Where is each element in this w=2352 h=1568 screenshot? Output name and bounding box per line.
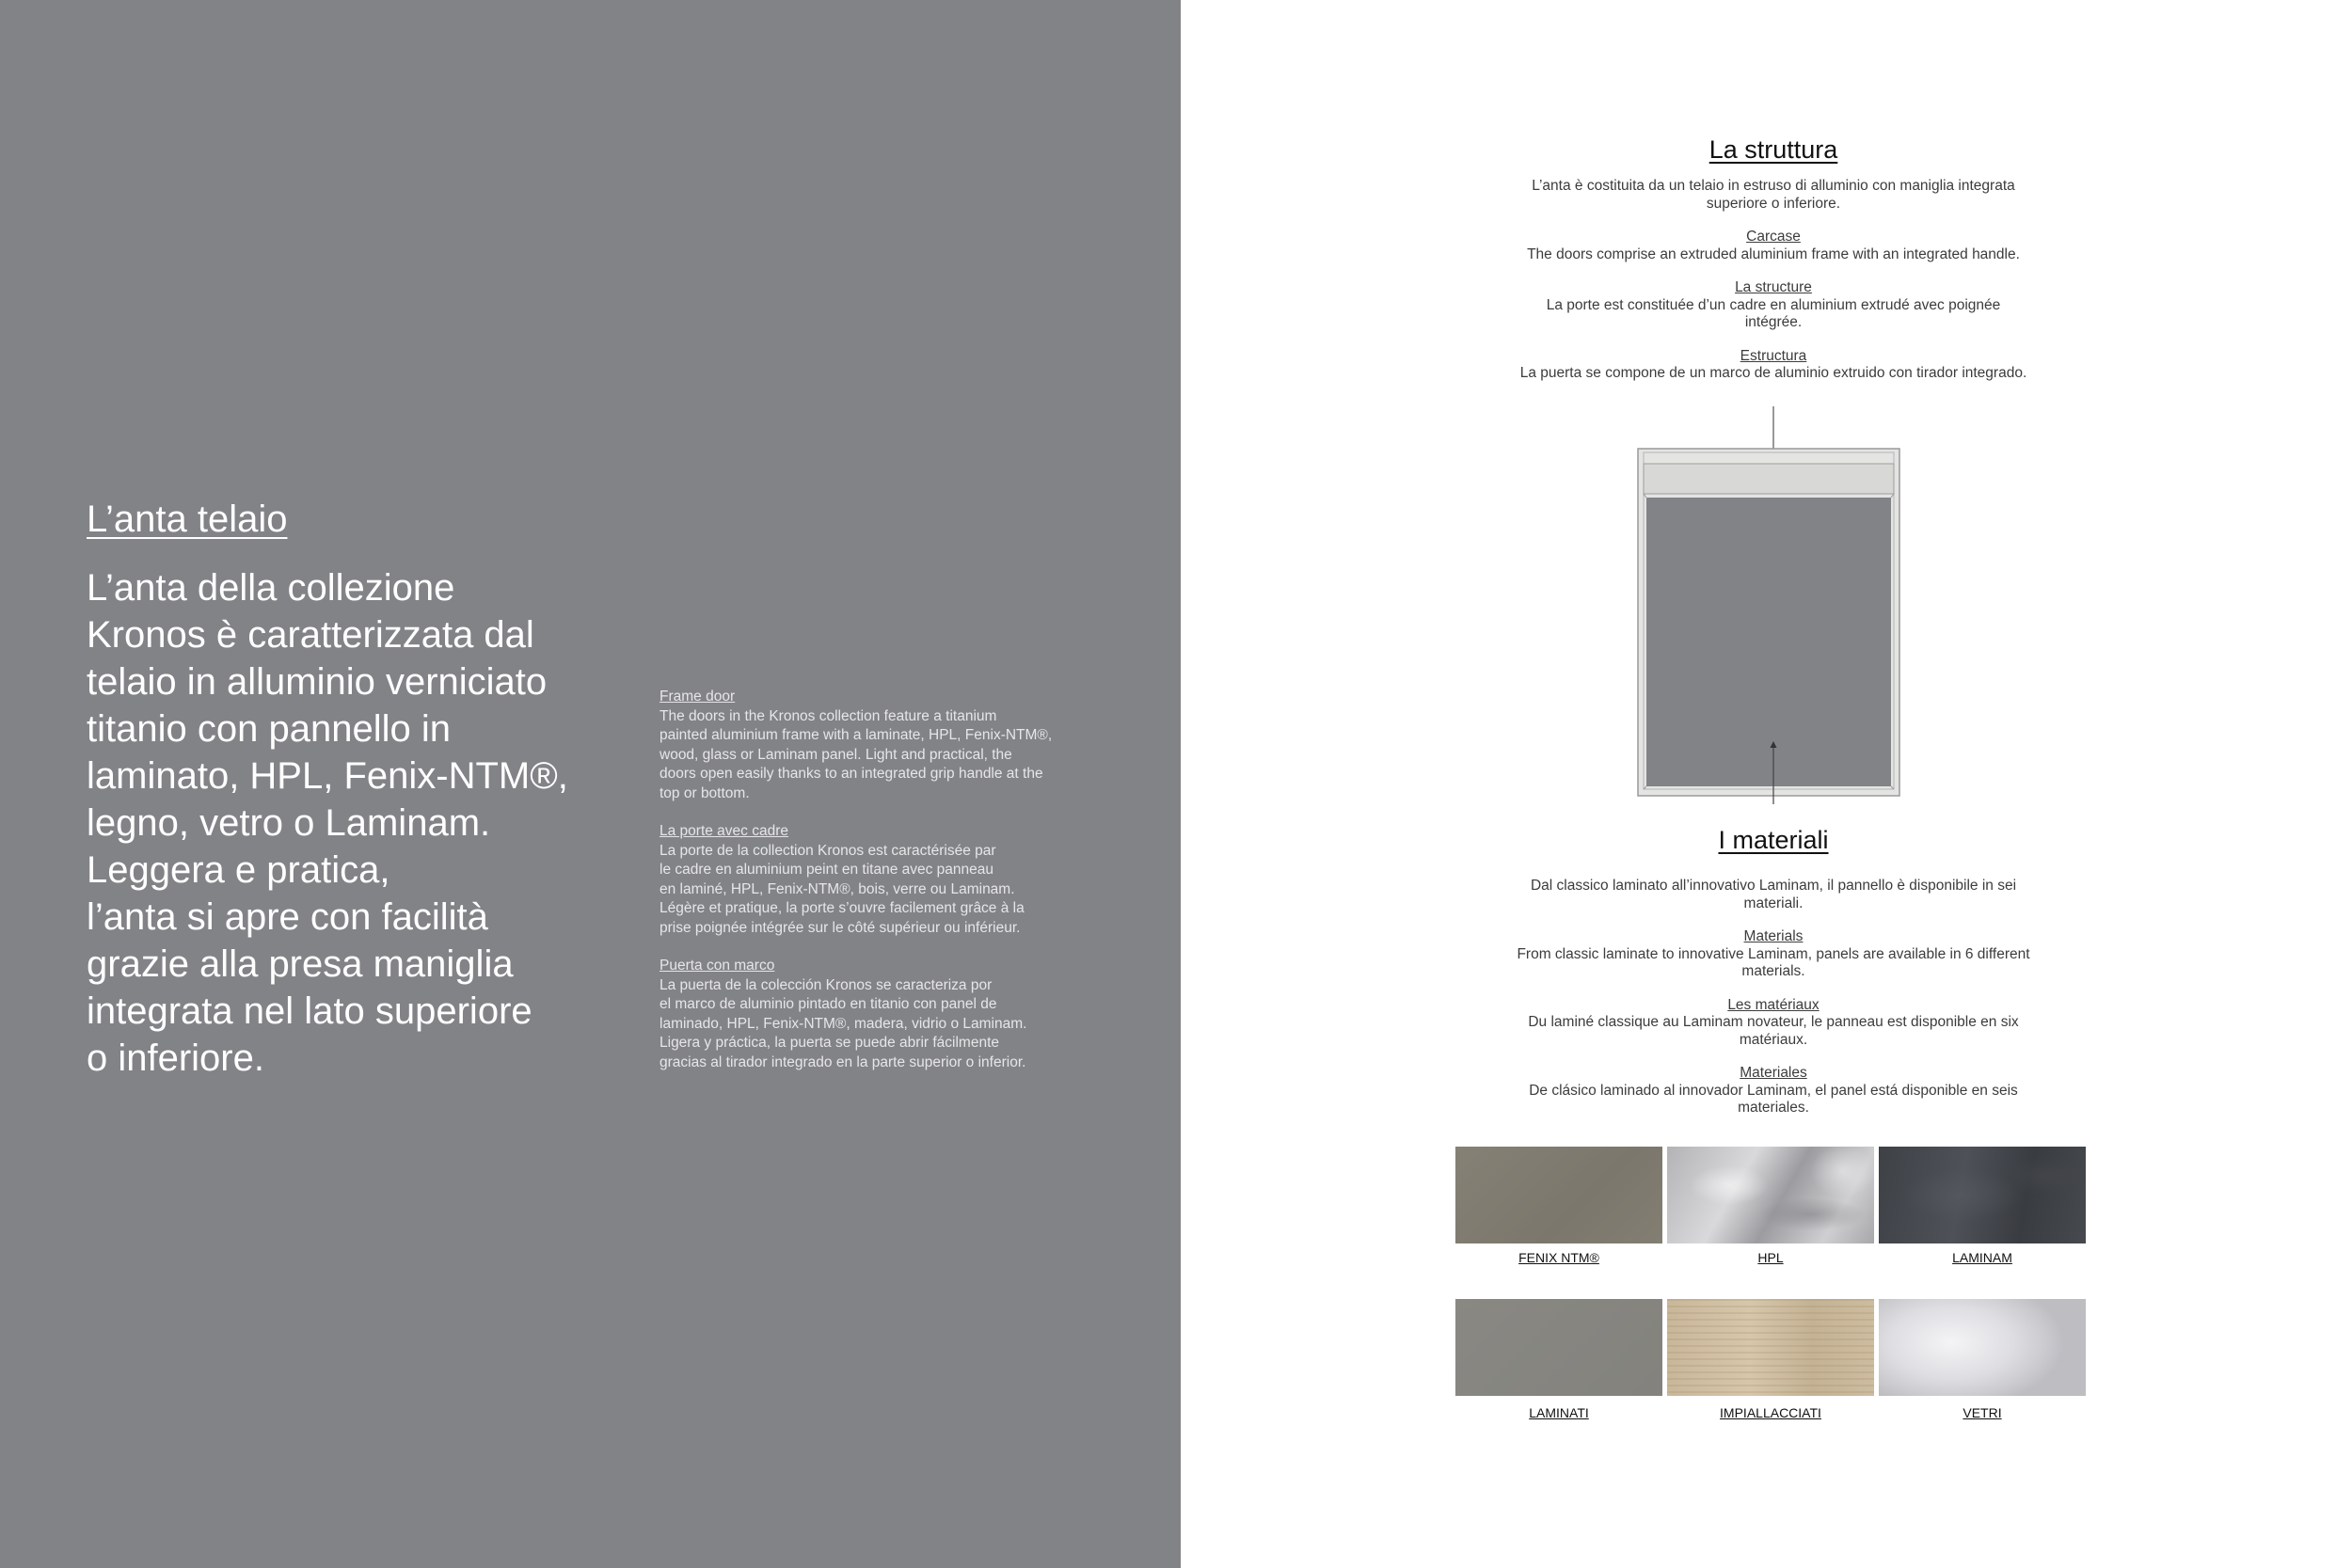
structure-title: La struttura	[1708, 135, 1838, 164]
translation-line: La puerta de la colección Kronos se caracteriza por	[660, 976, 993, 993]
text-line: La puerta se compone de un marco de aluminio extruido con tirador integrado.	[1519, 365, 2027, 381]
translation-heading: Puerta con marco	[660, 958, 775, 974]
structure-heading-en: Carcase	[1746, 229, 1801, 245]
translation-line: Ligera y práctica, la puerta se puede abrir fácilmente	[660, 1035, 1000, 1051]
swatch-label-hpl: HPL	[1757, 1250, 1784, 1265]
intro-line: grazie alla presa maniglia	[87, 943, 514, 985]
structure-section	[1463, 135, 2084, 383]
intro-line: Kronos è caratterizzata dal	[87, 614, 534, 656]
translation-line: el marco de aluminio pintado en titanio con panel de	[660, 996, 997, 1012]
swatch-impiallacciati	[1667, 1299, 1874, 1396]
translation-line: laminado, HPL, Fenix-NTM®, madera, vidrio o Laminam.	[660, 1015, 1027, 1032]
translation-heading: La porte avec cadre	[660, 823, 789, 839]
translation-line: prise poignée intégrée sur le côté supérieur ou inférieur.	[660, 919, 1021, 936]
intro-line: integrata nel lato superiore	[87, 990, 532, 1032]
materials-intro	[1463, 878, 2084, 912]
door-panel	[1646, 498, 1891, 786]
swatch-label-laminam: LAMINAM	[1952, 1250, 2012, 1265]
text-line: De clásico laminado al innovador Laminam, el panel está disponible en seis	[1529, 1082, 2018, 1099]
translation-line: The doors in the Kronos collection feature a titanium	[660, 707, 997, 724]
structure-intro	[1463, 178, 2084, 213]
intro-text	[87, 564, 613, 1082]
swatch-fenix-ntm	[1455, 1147, 1662, 1243]
swatch-label-laminati: LAMINATI	[1529, 1405, 1589, 1420]
structure-heading-es: Estructura	[1740, 347, 1807, 364]
text-line: materials.	[1741, 963, 1805, 979]
translation-line: gracias al tirador integrado en la parte superior o inferior.	[660, 1053, 1026, 1070]
swatch-label-vetri: VETRI	[1963, 1405, 2002, 1420]
structure-heading-fr: La structure	[1735, 279, 1812, 295]
materials-heading-es: Materiales	[1740, 1065, 1807, 1081]
materials-heading-en: Materials	[1743, 928, 1804, 944]
translation-en	[660, 688, 1102, 803]
translation-es	[660, 957, 1102, 1072]
translation-line: le cadre en aluminium peint en titane avec panneau	[660, 862, 994, 878]
structure-text-en	[1463, 246, 2084, 264]
materials-section	[1463, 826, 2084, 1117]
translation-heading: Frame door	[660, 689, 736, 705]
text-line: The doors comprise an extruded aluminium frame with an integrated handle.	[1527, 245, 2020, 262]
materials-text-fr	[1463, 1014, 2084, 1049]
intro-line: o inferiore.	[87, 1037, 264, 1079]
translation-line: en laminé, HPL, Fenix-NTM®, bois, verre ou Laminam.	[660, 880, 1015, 897]
materials-heading-fr: Les matériaux	[1727, 996, 1820, 1013]
text-line: Du laminé classique au Laminam novateur, le panneau est disponible en six	[1528, 1014, 2019, 1030]
structure-text-fr	[1463, 297, 2084, 332]
translation-line: La porte de la collection Kronos est caractérisée par	[660, 842, 996, 859]
translations-column	[660, 688, 1102, 1091]
text-line: From classic laminate to innovative Laminam, panels are available in 6 different	[1517, 945, 2030, 962]
text-line: L’anta è costituita da un telaio in estruso di alluminio con maniglia integrata	[1532, 178, 2015, 194]
intro-line: l’anta si apre con facilità	[87, 896, 488, 938]
structure-text-es	[1463, 365, 2084, 383]
translation-line: doors open easily thanks to an integrated grip handle at the	[660, 766, 1043, 782]
translation-line: top or bottom.	[660, 784, 750, 801]
intro-line: Leggera e pratica,	[87, 849, 390, 891]
text-line: intégrée.	[1744, 314, 1803, 330]
translation-line: painted aluminium frame with a laminate, HPL, Fenix-NTM®,	[660, 727, 1053, 743]
swatch-label-fenix-ntm: FENIX NTM®	[1518, 1250, 1599, 1265]
text-line: Dal classico laminato all’innovativo Laminam, il pannello è disponibile in sei	[1530, 878, 2017, 894]
text-line: materiali.	[1743, 895, 1804, 911]
translation-line: Légère et pratique, la porte s’ouvre facilement grâce à la	[660, 900, 1025, 916]
integrated-handle	[1644, 464, 1894, 494]
text-line: matériaux.	[1739, 1031, 1808, 1048]
text-line: superiore o inferiore.	[1706, 195, 1841, 212]
intro-line: telaio in alluminio verniciato	[87, 661, 548, 703]
page-title: L’anta telaio	[87, 499, 288, 540]
swatch-vetri	[1879, 1299, 2086, 1396]
intro-line: legno, vetro o Laminam.	[87, 802, 491, 844]
right-page	[1181, 0, 2352, 1568]
text-line: materiales.	[1738, 1100, 1809, 1116]
swatch-label-impiallacciati: IMPIALLACCIATI	[1720, 1405, 1821, 1420]
translation-line: wood, glass or Laminam panel. Light and practical, the	[660, 746, 1012, 763]
door-frame-diagram	[1636, 400, 1911, 804]
swatch-laminam	[1879, 1147, 2086, 1243]
swatch-laminati	[1455, 1299, 1662, 1396]
materials-text-es	[1463, 1083, 2084, 1117]
text-line: La porte est constituée d’un cadre en aluminium extrudé avec poignée	[1546, 296, 2001, 313]
intro-line: titanio con pannello in	[87, 708, 451, 750]
intro-line: laminato, HPL, Fenix-NTM®,	[87, 755, 568, 797]
intro-line: L’anta della collezione	[87, 567, 455, 609]
materials-text-en	[1463, 946, 2084, 981]
materials-title: I materiali	[1718, 826, 1829, 854]
translation-fr	[660, 822, 1102, 938]
swatch-hpl	[1667, 1147, 1874, 1243]
